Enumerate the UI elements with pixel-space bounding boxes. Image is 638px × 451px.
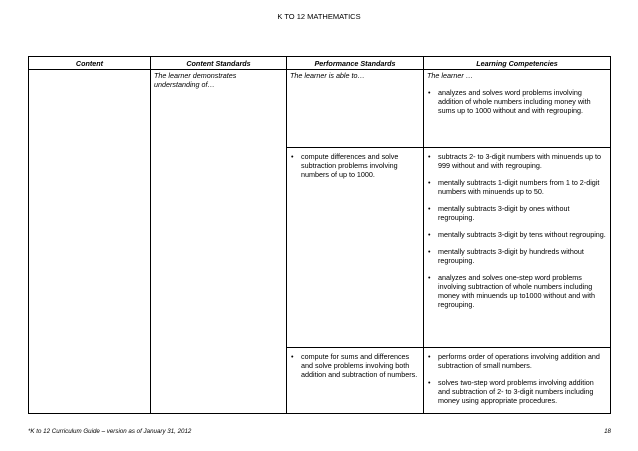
content-cell <box>29 70 151 414</box>
competencies-cell <box>424 148 611 348</box>
list-item: • compute for sums and differences and solve problems involving both addition and subtraction of numbers. <box>287 352 423 379</box>
list-item: • performs order of operations involving addition and subtraction of small numbers. <box>424 352 610 370</box>
list-item: • solves two-step word problems involving addition and subtraction of 2- to 3-digit numbers including money using appropriate procedures. <box>424 378 610 405</box>
list-item: • mentally subtracts 1-digit numbers from 1 to 2-digit numbers with minuends up to 50. <box>424 178 610 196</box>
list-item: • analyzes and solves word problems involving addition of whole numbers including money with sums up to 1000 without and with regrouping. <box>424 88 610 115</box>
list-item: • analyzes and solves one-step word problems involving subtraction of whole numbers including money with minuends up to1000 without and with regrouping. <box>424 273 610 309</box>
list-item: • mentally subtracts 3-digit by ones without regrouping. <box>424 204 610 222</box>
header-content: Content <box>29 57 151 70</box>
list-item: • compute differences and solve subtraction problems involving numbers of up to 1000. <box>287 152 423 179</box>
header-performance-standards: Performance Standards <box>287 57 424 70</box>
competency-intro: The learner … <box>427 71 473 80</box>
content-standard-text: The learner demonstrates understanding of… <box>154 71 237 89</box>
page-number: 18 <box>604 428 611 435</box>
header-learning-competencies: Learning Competencies <box>424 57 611 70</box>
performance-cell <box>287 70 424 148</box>
list-item: • mentally subtracts 3-digit by tens without regrouping. <box>424 230 610 239</box>
content-standards-cell <box>151 70 287 414</box>
competencies-cell <box>424 70 611 148</box>
page-footer <box>28 428 611 435</box>
performance-cell <box>287 148 424 348</box>
table-header-row <box>29 57 611 70</box>
competencies-cell <box>424 348 611 414</box>
list-item: • subtracts 2- to 3-digit numbers with minuends up to 999 without and with regrouping. <box>424 152 610 170</box>
performance-cell <box>287 348 424 414</box>
header-content-standards: Content Standards <box>151 57 287 70</box>
performance-intro: The learner is able to… <box>290 71 365 80</box>
page-header: K TO 12 MATHEMATICS <box>277 12 361 21</box>
list-item: • mentally subtracts 3-digit by hundreds without regrouping. <box>424 247 610 265</box>
footer-note: *K to 12 Curriculum Guide – version as of January 31, 2012 <box>28 428 192 435</box>
curriculum-table <box>28 56 611 414</box>
table-row <box>29 70 611 148</box>
